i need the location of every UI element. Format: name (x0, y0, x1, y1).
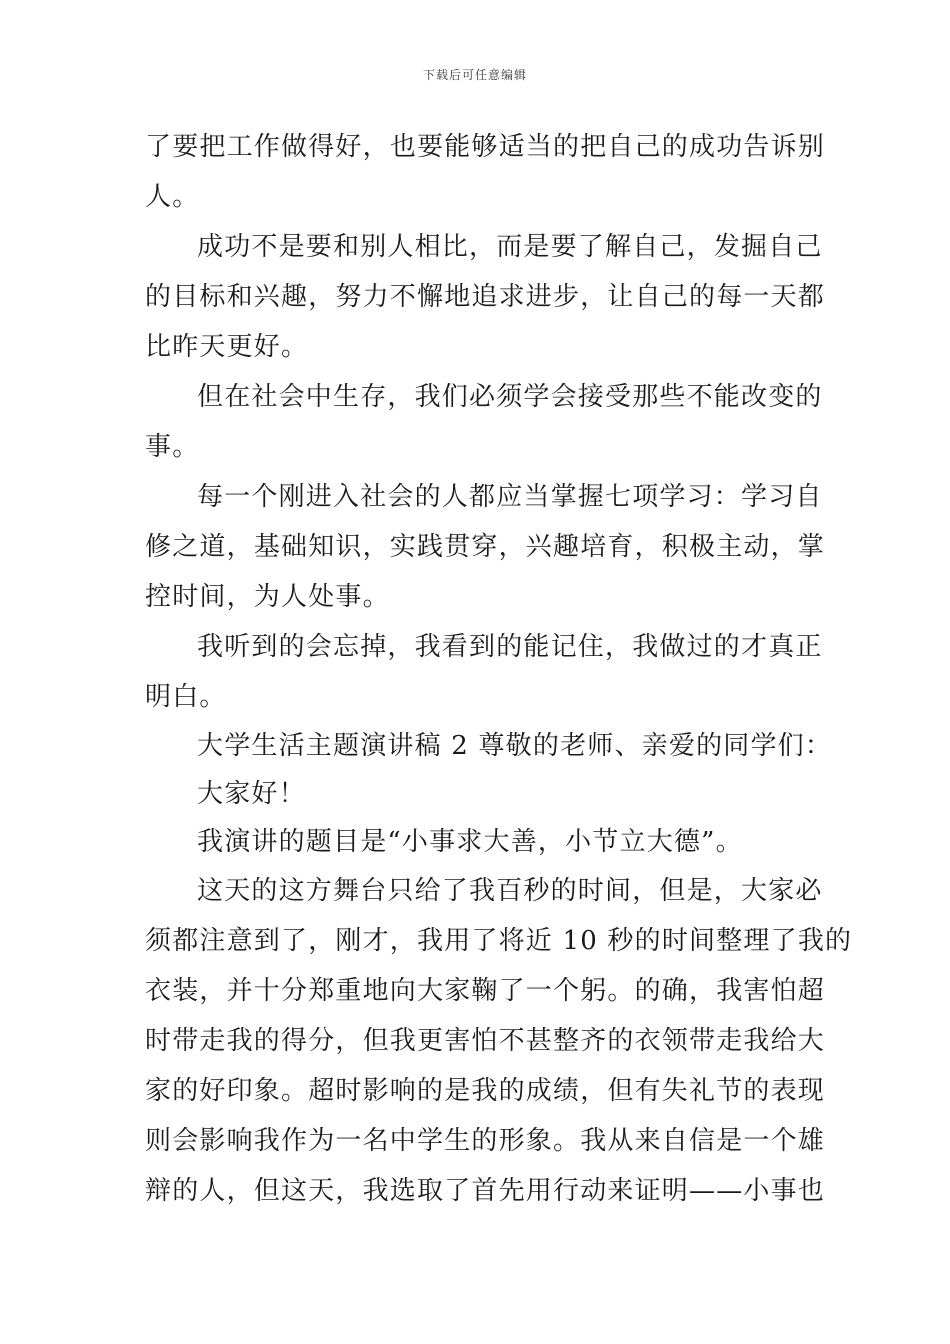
text-line: 辩的人，但这天，我选取了首先用行动来证明——小事也 (145, 1176, 826, 1206)
text-line: 家的好印象。超时影响的是我的成绩，但有失礼节的表现 (145, 1076, 826, 1106)
text-line: 修之道，基础知识，实践贯穿，兴趣培育，积极主动，掌 (145, 532, 826, 562)
text-line: 成功不是要和别人相比，而是要了解自己，发掘自己 (197, 232, 823, 262)
text-line: 则会影响我作为一名中学生的形象。我从来自信是一个雄 (145, 1126, 826, 1156)
text-line: 事。 (145, 432, 200, 462)
document-body (145, 122, 853, 1216)
text-line: 须都注意到了，刚才，我用了将近 10 秒的时间整理了我的 (145, 926, 853, 956)
text-line: 大家好！ (197, 779, 306, 809)
text-line: 人。 (145, 182, 200, 212)
text-line: 这天的这方舞台只给了我百秒的时间，但是，大家必 (197, 876, 823, 906)
text-line: 但在社会中生存，我们必须学会接受那些不能改变的 (197, 382, 823, 412)
text-line: 了要把工作做得好，也要能够适当的把自己的成功告诉别 (145, 132, 826, 162)
text-line: 比昨天更好。 (145, 332, 309, 362)
text-line: 控时间，为人处事。 (145, 582, 390, 612)
text-line: 我演讲的题目是“小事求大善，小节立大德”。 (197, 827, 743, 857)
text-line: 衣装，并十分郑重地向大家鞠了一个躬。的确，我害怕超 (145, 976, 826, 1006)
page-header: 下载后可任意编辑 (422, 68, 527, 82)
text-line: 我听到的会忘掉，我看到的能记住，我做过的才真正 (197, 632, 823, 662)
text-line: 明白。 (145, 682, 227, 712)
text-line: 大学生活主题演讲稿 2 尊敬的老师、亲爱的同学们： (197, 731, 833, 761)
text-line: 时带走我的得分，但我更害怕不甚整齐的衣领带走我给大 (145, 1026, 826, 1056)
text-line: 每一个刚进入社会的人都应当掌握七项学习：学习自 (197, 482, 823, 512)
text-line: 的目标和兴趣，努力不懈地追求进步，让自己的每一天都 (145, 282, 826, 312)
